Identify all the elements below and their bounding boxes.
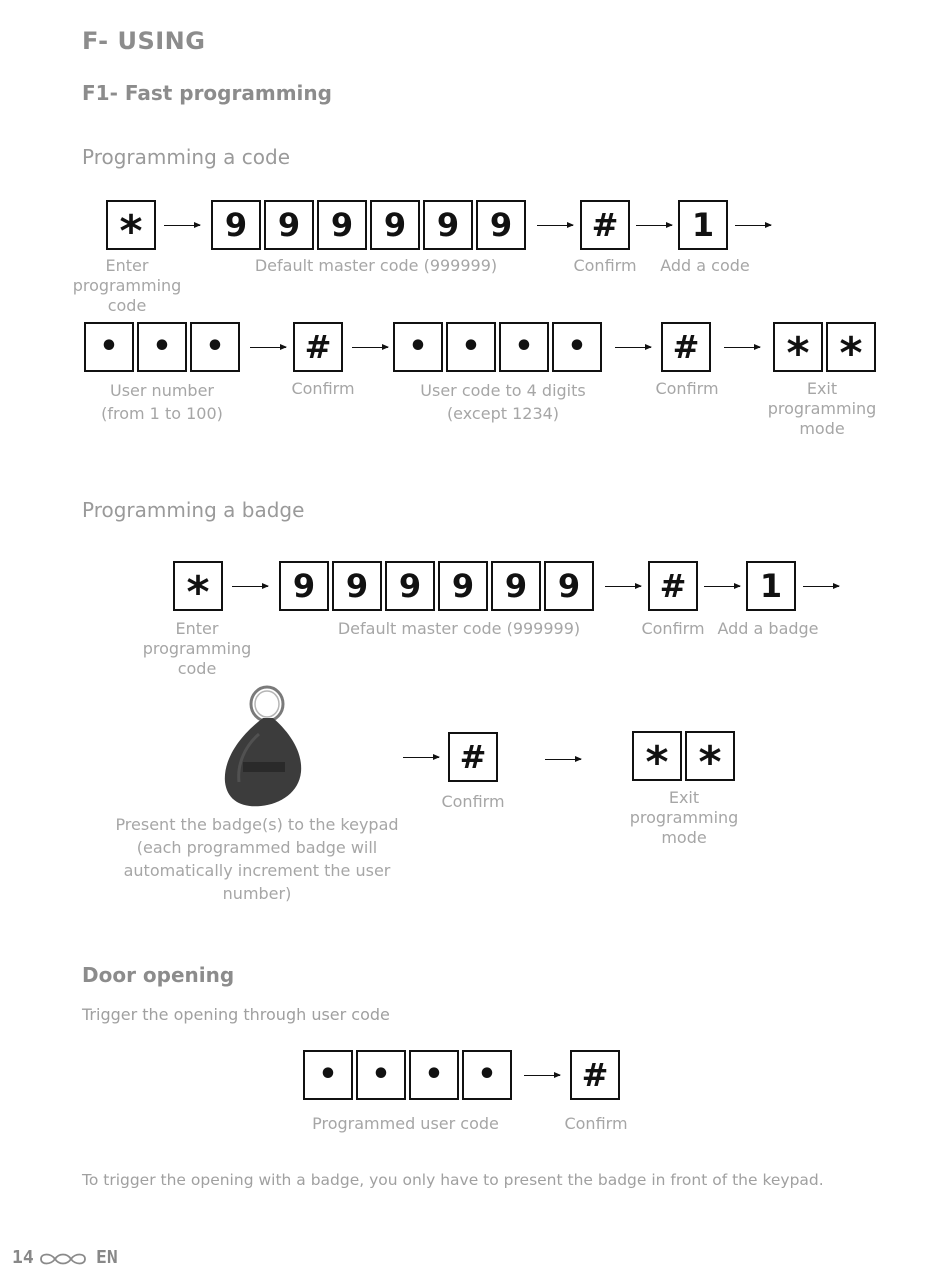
key-9: 9 <box>317 200 367 250</box>
key-star: * <box>826 322 876 372</box>
key-hash: # <box>661 322 711 372</box>
key-hash: # <box>293 322 343 372</box>
door-heading: Door opening <box>82 963 235 987</box>
subsection-title: F1- Fast programming <box>82 81 332 105</box>
label-user-code: User code to 4 digits (except 1234) <box>420 381 586 423</box>
arrow <box>524 1075 560 1076</box>
key-9: 9 <box>438 561 488 611</box>
key-1: 1 <box>746 561 796 611</box>
label-default-master-code: Default master code (999999) <box>337 619 581 638</box>
badge-opening-note: To trigger the opening with a badge, you only have to present the badge in front of the keypad. <box>82 1171 824 1189</box>
brand-logo-icon <box>38 1250 88 1268</box>
key-9: 9 <box>544 561 594 611</box>
label-confirm: Confirm <box>564 1114 628 1133</box>
label-user-number: User number (from 1 to 100) <box>101 381 223 423</box>
key-hash: # <box>648 561 698 611</box>
key-9: 9 <box>264 200 314 250</box>
badge-heading: Programming a badge <box>82 498 305 522</box>
key-star: * <box>773 322 823 372</box>
label-enter-programming: Enter programming code <box>72 256 182 315</box>
arrow <box>164 225 200 226</box>
key-dot: • <box>84 322 134 372</box>
key-9: 9 <box>385 561 435 611</box>
key-dot: • <box>499 322 549 372</box>
key-hash: # <box>570 1050 620 1100</box>
key-9: 9 <box>476 200 526 250</box>
key-dot: • <box>409 1050 459 1100</box>
language-code: EN <box>96 1247 118 1268</box>
label-present-badge: Present the badge(s) to the keypad (each programmed badge will automatically increment the user number) <box>115 815 399 903</box>
key-hash: # <box>448 732 498 782</box>
key-hash: # <box>580 200 630 250</box>
key-star: * <box>685 731 735 781</box>
badge-fob-icon <box>215 684 305 810</box>
label-programmed-user-code: Programmed user code <box>312 1114 499 1133</box>
arrow <box>545 759 581 760</box>
label-enter-programming: Enter programming code <box>142 619 252 678</box>
door-subtitle: Trigger the opening through user code <box>82 1005 390 1024</box>
key-9: 9 <box>279 561 329 611</box>
arrow <box>232 586 268 587</box>
arrow <box>615 347 651 348</box>
arrow <box>250 347 286 348</box>
key-dot: • <box>552 322 602 372</box>
key-9: 9 <box>332 561 382 611</box>
key-dot: • <box>137 322 187 372</box>
key-1: 1 <box>678 200 728 250</box>
page-number: 14 <box>12 1247 34 1268</box>
label-default-master-code: Default master code (999999) <box>254 256 498 275</box>
arrow <box>724 347 760 348</box>
label-exit-programming: Exit programming mode <box>767 379 877 438</box>
label-confirm: Confirm <box>655 379 719 398</box>
key-dot: • <box>190 322 240 372</box>
arrow <box>605 586 641 587</box>
key-star: * <box>632 731 682 781</box>
key-star: * <box>173 561 223 611</box>
section-title: F- USING <box>82 27 206 55</box>
label-exit-programming: Exit programming mode <box>629 788 739 847</box>
key-9: 9 <box>423 200 473 250</box>
label-confirm: Confirm <box>573 256 637 275</box>
arrow <box>403 757 439 758</box>
key-dot: • <box>393 322 443 372</box>
arrow <box>704 586 740 587</box>
key-star: * <box>106 200 156 250</box>
code-heading: Programming a code <box>82 145 290 169</box>
label-add-badge: Add a badge <box>717 619 819 638</box>
label-confirm: Confirm <box>641 619 705 638</box>
label-confirm: Confirm <box>441 792 505 811</box>
arrow <box>537 225 573 226</box>
label-confirm: Confirm <box>291 379 355 398</box>
label-add-code: Add a code <box>660 256 750 275</box>
arrow <box>352 347 388 348</box>
arrow <box>803 586 839 587</box>
key-dot: • <box>446 322 496 372</box>
key-dot: • <box>356 1050 406 1100</box>
arrow <box>636 225 672 226</box>
key-9: 9 <box>491 561 541 611</box>
key-9: 9 <box>211 200 261 250</box>
key-9: 9 <box>370 200 420 250</box>
key-dot: • <box>303 1050 353 1100</box>
key-dot: • <box>462 1050 512 1100</box>
arrow <box>735 225 771 226</box>
